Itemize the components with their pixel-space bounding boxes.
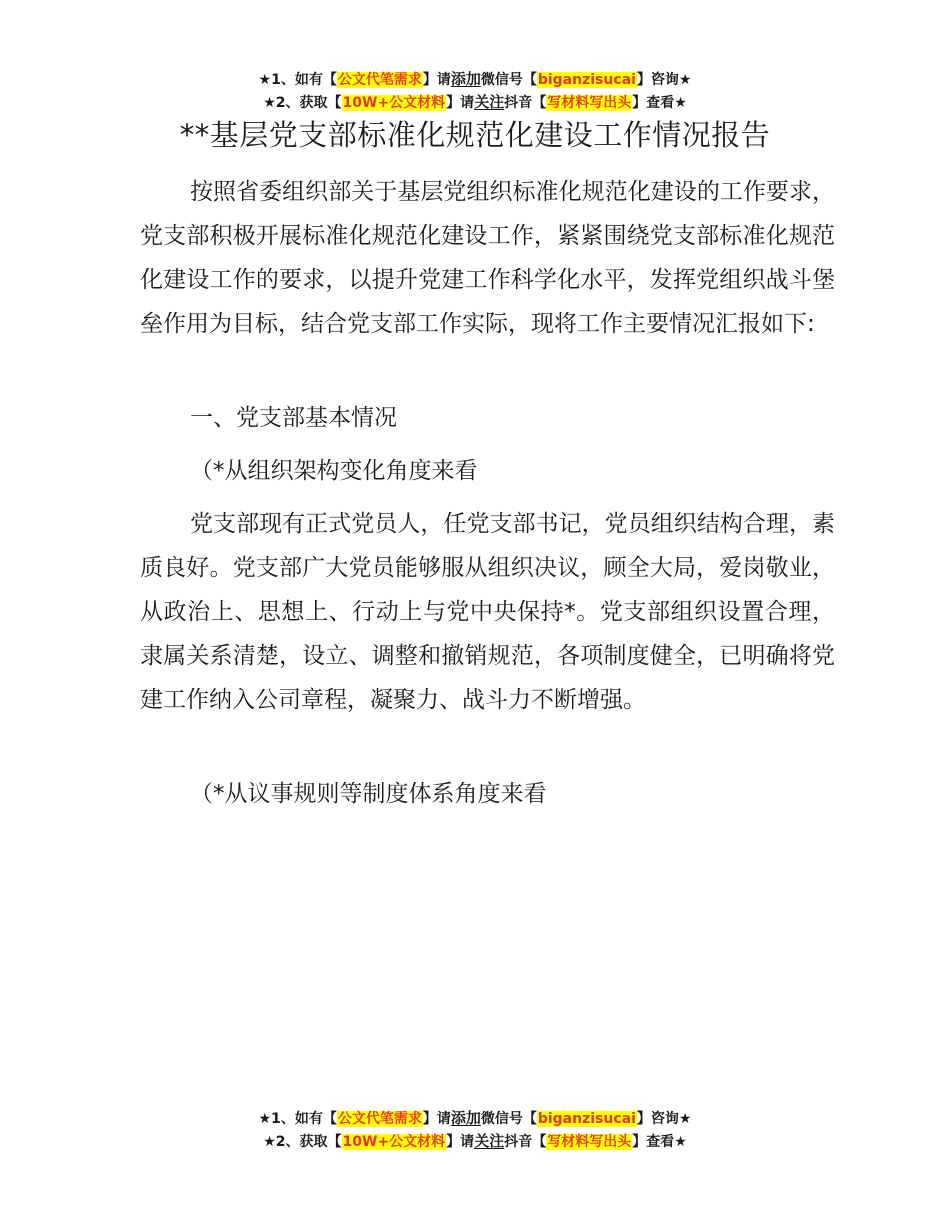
promo-line-2-mid: 】请: [446, 95, 475, 111]
intro-paragraph: 按照省委组织部关于基层党组织标准化规范化建设的工作要求，党支部积极开展标准化规范化建设工作，紧紧围绕党支部标准化规范化建设工作的要求，以提升党建工作科学化水平，发挥党组织战斗堡垒作用为目标，结合党支部工作实际，现将工作主要情况汇报如下:: [140, 179, 835, 337]
subheading-rules-system: （*从议事规则等制度体系角度来看: [190, 781, 547, 807]
promo-emphasis-add: 添加: [450, 1109, 481, 1127]
promo-line-1-mid2: 微信号【: [480, 1111, 537, 1127]
promo-line-2: [0, 1130, 950, 1153]
promo-line-2-mid: 】请: [446, 1134, 475, 1150]
promo-emphasis-follow: 关注: [474, 1132, 505, 1150]
document-title: **基层党支部标准化规范化建设工作情况报告: [179, 118, 771, 152]
promo-line-2-mid2: 抖音【: [504, 95, 547, 111]
promo-line-1-suffix: 】咨询★: [636, 72, 692, 88]
promo-highlight-service: 公文代笔需求: [337, 1111, 422, 1127]
promo-emphasis-follow: 关注: [474, 93, 505, 111]
promo-line-2-suffix: 】查看★: [632, 1134, 687, 1150]
promo-highlight-materials: 10W+公文材料: [342, 95, 446, 111]
promo-line-1: [0, 1107, 950, 1130]
promo-line-1-prefix: ★1、如有【: [258, 1111, 337, 1127]
promo-highlight-wechat-id: biganzisucai: [537, 72, 636, 88]
promo-line-1-mid2: 微信号【: [480, 72, 537, 88]
promo-highlight-wechat-id: biganzisucai: [537, 1111, 636, 1127]
promo-emphasis-add: 添加: [450, 70, 481, 88]
promo-banner-top: [0, 68, 950, 114]
promo-line-2-prefix: ★2、获取【: [263, 1134, 342, 1150]
promo-banner-bottom: [0, 1107, 950, 1153]
promo-line-1-mid: 】请: [422, 72, 451, 88]
promo-line-2-prefix: ★2、获取【: [263, 95, 342, 111]
promo-highlight-douyin-account: 写材料写出头: [547, 95, 632, 111]
promo-highlight-service: 公文代笔需求: [337, 72, 422, 88]
promo-line-1: [0, 68, 950, 91]
section-heading-basic-situation: 一、党支部基本情况: [190, 405, 397, 431]
promo-line-1-mid: 】请: [422, 1111, 451, 1127]
promo-highlight-materials: 10W+公文材料: [342, 1134, 446, 1150]
promo-line-1-suffix: 】咨询★: [636, 1111, 692, 1127]
promo-highlight-douyin-account: 写材料写出头: [547, 1134, 632, 1150]
promo-line-2-mid2: 抖音【: [504, 1134, 547, 1150]
subheading-org-structure: （*从组织架构变化角度来看: [190, 458, 478, 484]
promo-line-1-prefix: ★1、如有【: [258, 72, 337, 88]
basic-situation-paragraph: 党支部现有正式党员人，任党支部书记，党员组织结构合理，素质良好。党支部广大党员能够服从组织决议，顾全大局，爱岗敬业，从政治上、思想上、行动上与党中央保持*。党支部组织设置合理，隶属关系清楚，设立、调整和撤销规范，各项制度健全，已明确将党建工作纳入公司章程，凝聚力、战斗力不断增强。: [140, 511, 835, 713]
promo-line-2: [0, 91, 950, 114]
promo-line-2-suffix: 】查看★: [632, 95, 687, 111]
